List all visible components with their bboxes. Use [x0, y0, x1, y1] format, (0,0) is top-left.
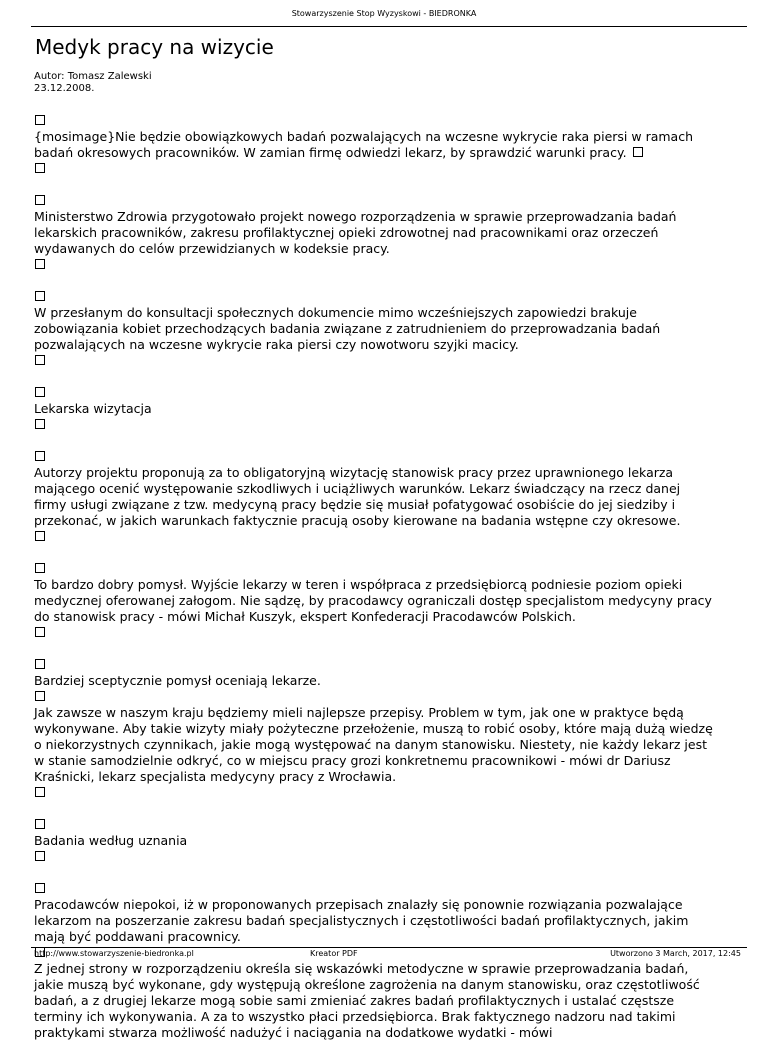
document-body	[34, 34, 714, 1057]
placeholder-glyph-icon	[35, 883, 45, 893]
site-title: Stowarzyszenie Stop Wyzyskowi - BIEDRONKA	[291, 9, 477, 18]
paragraph-5	[34, 561, 714, 641]
placeholder-glyph-icon	[35, 819, 45, 829]
paragraph-text: To bardzo dobry pomysł. Wyjście lekarzy w teren i współpraca z przedsiębiorcą podniesie poziom opieki medycznej oferowanej załogom. Nie sądzę, by pracodawcy ograniczali dostęp specjalistom medycyny pracy do stanowisk pracy - mówi Michał Kuszyk, ekspert Konfederacji Pracodawców Polskich.	[34, 577, 712, 624]
footer-generator: Kreator PDF	[310, 949, 358, 958]
paragraph-text: Jak zawsze w naszym kraju będziemy mieli najlepsze przepisy. Problem w tym, jak one w praktyce będą wykonywane. Aby takie wizyty miały pożyteczne przełożenie, muszą to robić osoby, które mają dużą wiedzę o niekorzystnych czynnikach, jakie mogą występować na danym stanowisku. Niestety, nie każdy lekarz jest w stanie samodzielnie odkryć, co w miejscu pracy grozi konkretnemu pracownikowi - mówi dr Dariusz Kraśnicki, lekarz specjalista medycyny pracy z Wrocławia.	[34, 705, 713, 784]
paragraph-7	[34, 881, 714, 1041]
placeholder-glyph-icon	[35, 355, 45, 365]
paragraph-4	[34, 449, 714, 545]
placeholder-glyph-icon	[35, 115, 45, 125]
placeholder-glyph-icon	[35, 259, 45, 269]
article-title: Medyk pracy na wizycie	[35, 35, 274, 59]
paragraph-text: Ministerstwo Zdrowia przygotowało projekt nowego rozporządzenia w sprawie przeprowadzania badań lekarskich pracowników, zakresu profilaktycznej opieki zdrowotnej nad pracownikami oraz orzeczeń wydawanych do celów przewidzianych w kodeksie pracy.	[34, 209, 677, 256]
subheading-badania-wedlug-uznania	[34, 817, 714, 865]
article-meta	[34, 71, 714, 95]
paragraph-text: {mosimage}Nie będzie obowiązkowych badań pozwalających na wczesne wykrycie raka piersi w ramach badań okresowych pracowników. W zamian firmę odwiedzi lekarz, by sprawdzić warunki pracy.	[34, 129, 693, 160]
footer-url: http://www.stowarzyszenie-biedronka.pl	[34, 949, 194, 958]
placeholder-glyph-icon	[35, 451, 45, 461]
subheading-text: Lekarska wizytacja	[34, 401, 152, 416]
footer-divider	[31, 947, 747, 948]
placeholder-glyph-icon	[35, 627, 45, 637]
placeholder-glyph-icon	[35, 659, 45, 669]
placeholder-glyph-icon	[633, 147, 643, 157]
placeholder-glyph-icon	[35, 387, 45, 397]
article-author: Autor: Tomasz Zalewski	[34, 71, 152, 82]
placeholder-glyph-icon	[35, 419, 45, 429]
paragraph-text: W przesłanym do konsultacji społecznych dokumencie mimo wcześniejszych zapowiedzi brakuje zobowiązania kobiet przechodzących badania związane z zatrudnieniem do przeprowadzania badań pozwalających na wczesne wykrycie raka piersi czy nowotworu szyjki macicy.	[34, 305, 661, 352]
paragraph-text: Bardziej sceptycznie pomysł oceniają lekarze.	[34, 673, 321, 688]
subheading-text: Badania według uznania	[34, 833, 188, 848]
footer-created-date: Utworzono 3 March, 2017, 12:45	[610, 949, 741, 958]
placeholder-glyph-icon	[35, 691, 45, 701]
page-header	[0, 0, 768, 19]
paragraph-text: Pracodawców niepokoi, iż w proponowanych przepisach znalazły się ponownie rozwiązania pozwalające lekarzom na poszerzanie zakresu badań specjalistycznych i częstotliwości badań profilaktycznych, jakim mają być poddawani pracownicy.	[34, 897, 689, 944]
placeholder-glyph-icon	[35, 787, 45, 797]
placeholder-glyph-icon	[35, 195, 45, 205]
placeholder-glyph-icon	[35, 851, 45, 861]
paragraph-3	[34, 289, 714, 369]
placeholder-glyph-icon	[35, 531, 45, 541]
article-date: 23.12.2008.	[34, 83, 95, 94]
article-text	[34, 113, 714, 1041]
paragraph-2	[34, 193, 714, 273]
paragraph-6	[34, 657, 714, 801]
placeholder-glyph-icon	[35, 563, 45, 573]
paragraph-text: Autorzy projektu proponują za to obligatoryjną wizytację stanowisk pracy przez uprawnionego lekarza mającego ocenić występowanie szkodliwych i uciążliwych warunków. Lekarz świadczący na rzecz danej firmy usługi związane z tzw. medycyną pracy będzie się musiał pofatygować osobiście do jej siedziby i przekonać, w jakich warunkach faktycznie pracują osoby kierowane na badania wstępne czy okresowe.	[34, 465, 681, 528]
header-divider	[31, 26, 747, 27]
placeholder-glyph-icon	[35, 291, 45, 301]
placeholder-glyph-icon	[35, 163, 45, 173]
paragraph-text: Z jednej strony w rozporządzeniu określa się wskazówki metodyczne w sprawie przeprowadzania badań, jakie muszą być wykonane, gdy występują określone zagrożenia na danym stanowisku, oraz częstotliwość badań, a z drugiej lekarze mogą sobie sami zmieniać zakres badań profilaktycznych i ustalać częstsze terminy ich wykonywania. A za to wszystko płaci przedsiębiorca. Brak faktycznego nadzoru nad takimi praktykami stwarza możliwość nadużyć i naciągania na dodatkowe wydatki - mówi	[34, 961, 700, 1040]
paragraph-1	[34, 113, 714, 177]
subheading-lekarska-wizytacja	[34, 385, 714, 433]
